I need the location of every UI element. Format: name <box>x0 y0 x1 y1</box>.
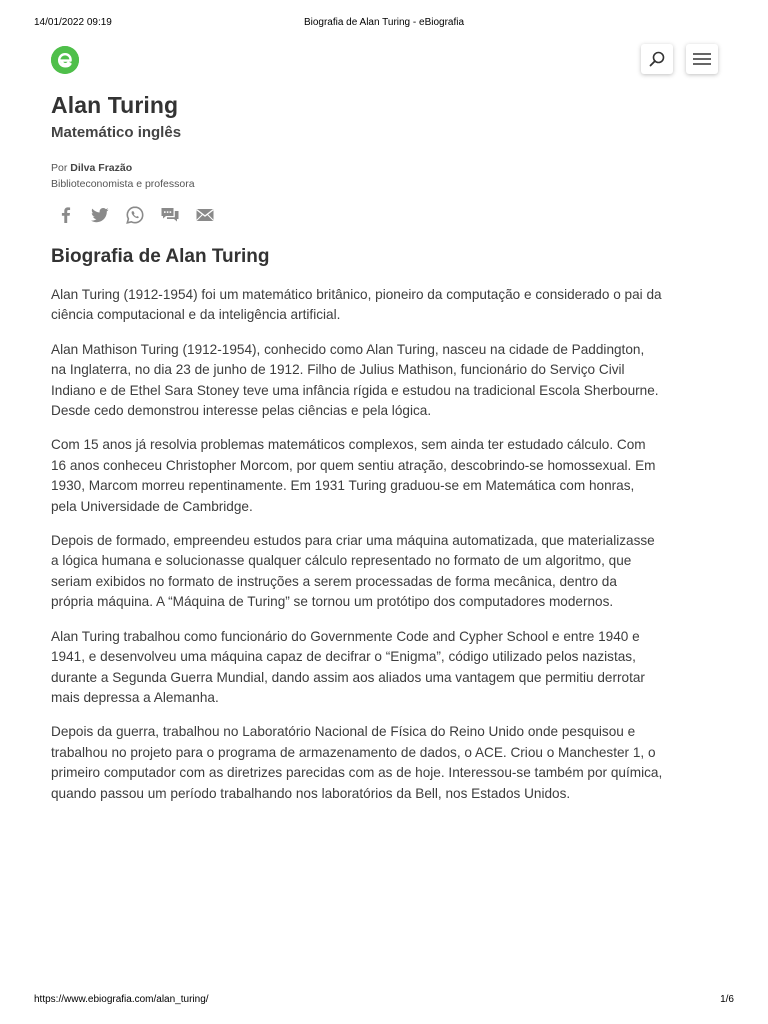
author-line <box>51 162 132 174</box>
site-logo[interactable] <box>51 46 79 74</box>
comments-icon[interactable] <box>160 205 180 225</box>
article-title: Alan Turing <box>51 92 179 118</box>
menu-button[interactable] <box>686 44 718 74</box>
email-icon[interactable] <box>195 205 215 225</box>
search-icon <box>648 50 666 68</box>
author-role: Biblioteconomista e professora <box>51 178 195 190</box>
article-paragraph: Alan Turing trabalhou como funcionário do Governmente Code and Cypher School e entre 1940 e 1941, e desenvolveu uma máquina capaz de decifrar o “Enigma”, código utilizado pelos nazistas, durante a Segunda Guerra Mundial, dando assim aos aliados uma vantagem que permitiu derrotar mais depressa a Alemanha. <box>51 628 645 705</box>
search-button[interactable] <box>641 44 673 74</box>
author-prefix: Por <box>51 162 68 174</box>
twitter-icon[interactable] <box>90 205 110 225</box>
print-url: https://www.ebiografia.com/alan_turing/ <box>34 994 209 1005</box>
article-paragraph: Alan Turing (1912-1954) foi um matemático britânico, pioneiro da computação e considerado o pai da ciência computacional e da inteligência artificial. <box>51 287 662 323</box>
section-title: Biografia de Alan Turing <box>51 246 270 267</box>
article-body <box>51 285 663 818</box>
share-bar <box>56 205 236 225</box>
article-paragraph: Com 15 anos já resolvia problemas matemáticos complexos, sem ainda ter estudado cálculo. Com 16 anos conheceu Christopher Morcom, por quem sentiu atração, descobrindo-se homossexual. Em 1930, Marcom morreu repentinamente. Em 1931 Turing graduou-se em Matemática com honras, pela Universidade de Cambridge. <box>51 437 656 514</box>
print-page-number: 1/6 <box>720 994 734 1005</box>
facebook-icon[interactable] <box>56 205 76 225</box>
print-datetime: 14/01/2022 09:19 <box>34 17 112 28</box>
author-name[interactable]: Dilva Frazão <box>70 162 133 174</box>
logo-e-icon <box>51 46 79 74</box>
print-page-title: Biografia de Alan Turing - eBiografia <box>303 17 465 28</box>
print-header <box>0 17 768 31</box>
print-footer <box>0 994 768 1008</box>
article-paragraph: Depois da guerra, trabalhou no Laboratório Nacional de Física do Reino Unido onde pesquisou e trabalhou no projeto para o programa de armazenamento de dados, o ACE. Criou o Manchester 1, o primeiro computador com as diretrizes parecidas com as de hoje. Interessou-se também por química, quando passou um período trabalhando nos laboratórios da Bell, nos Estados Unidos. <box>51 724 663 801</box>
hamburger-menu-icon <box>693 50 711 68</box>
whatsapp-icon[interactable] <box>125 205 145 225</box>
site-header <box>0 44 768 76</box>
article-paragraph: Alan Mathison Turing (1912-1954), conhecido como Alan Turing, nasceu na cidade de Paddington, na Inglaterra, no dia 23 de junho de 1912. Filho de Julius Mathison, funcionário do Serviço Civil Indiano e de Ethel Sara Stoney teve uma infância rígida e estudou na tradicional Escola Sherbourne. Desde cedo demonstrou interesse pelas ciências e pela lógica. <box>51 341 659 419</box>
article-subtitle: Matemático inglês <box>51 124 182 141</box>
article-paragraph: Depois de formado, empreendeu estudos para criar uma máquina automatizada, que materializasse a lógica humana e solucionasse qualquer cálculo representado no formato de um algoritmo, que seriam exibidos no formato de instruções a serem processadas de forma mecânica, dentro da própria máquina. A “Máquina de Turing” se tornou um protótipo dos computadores modernos. <box>51 533 655 610</box>
